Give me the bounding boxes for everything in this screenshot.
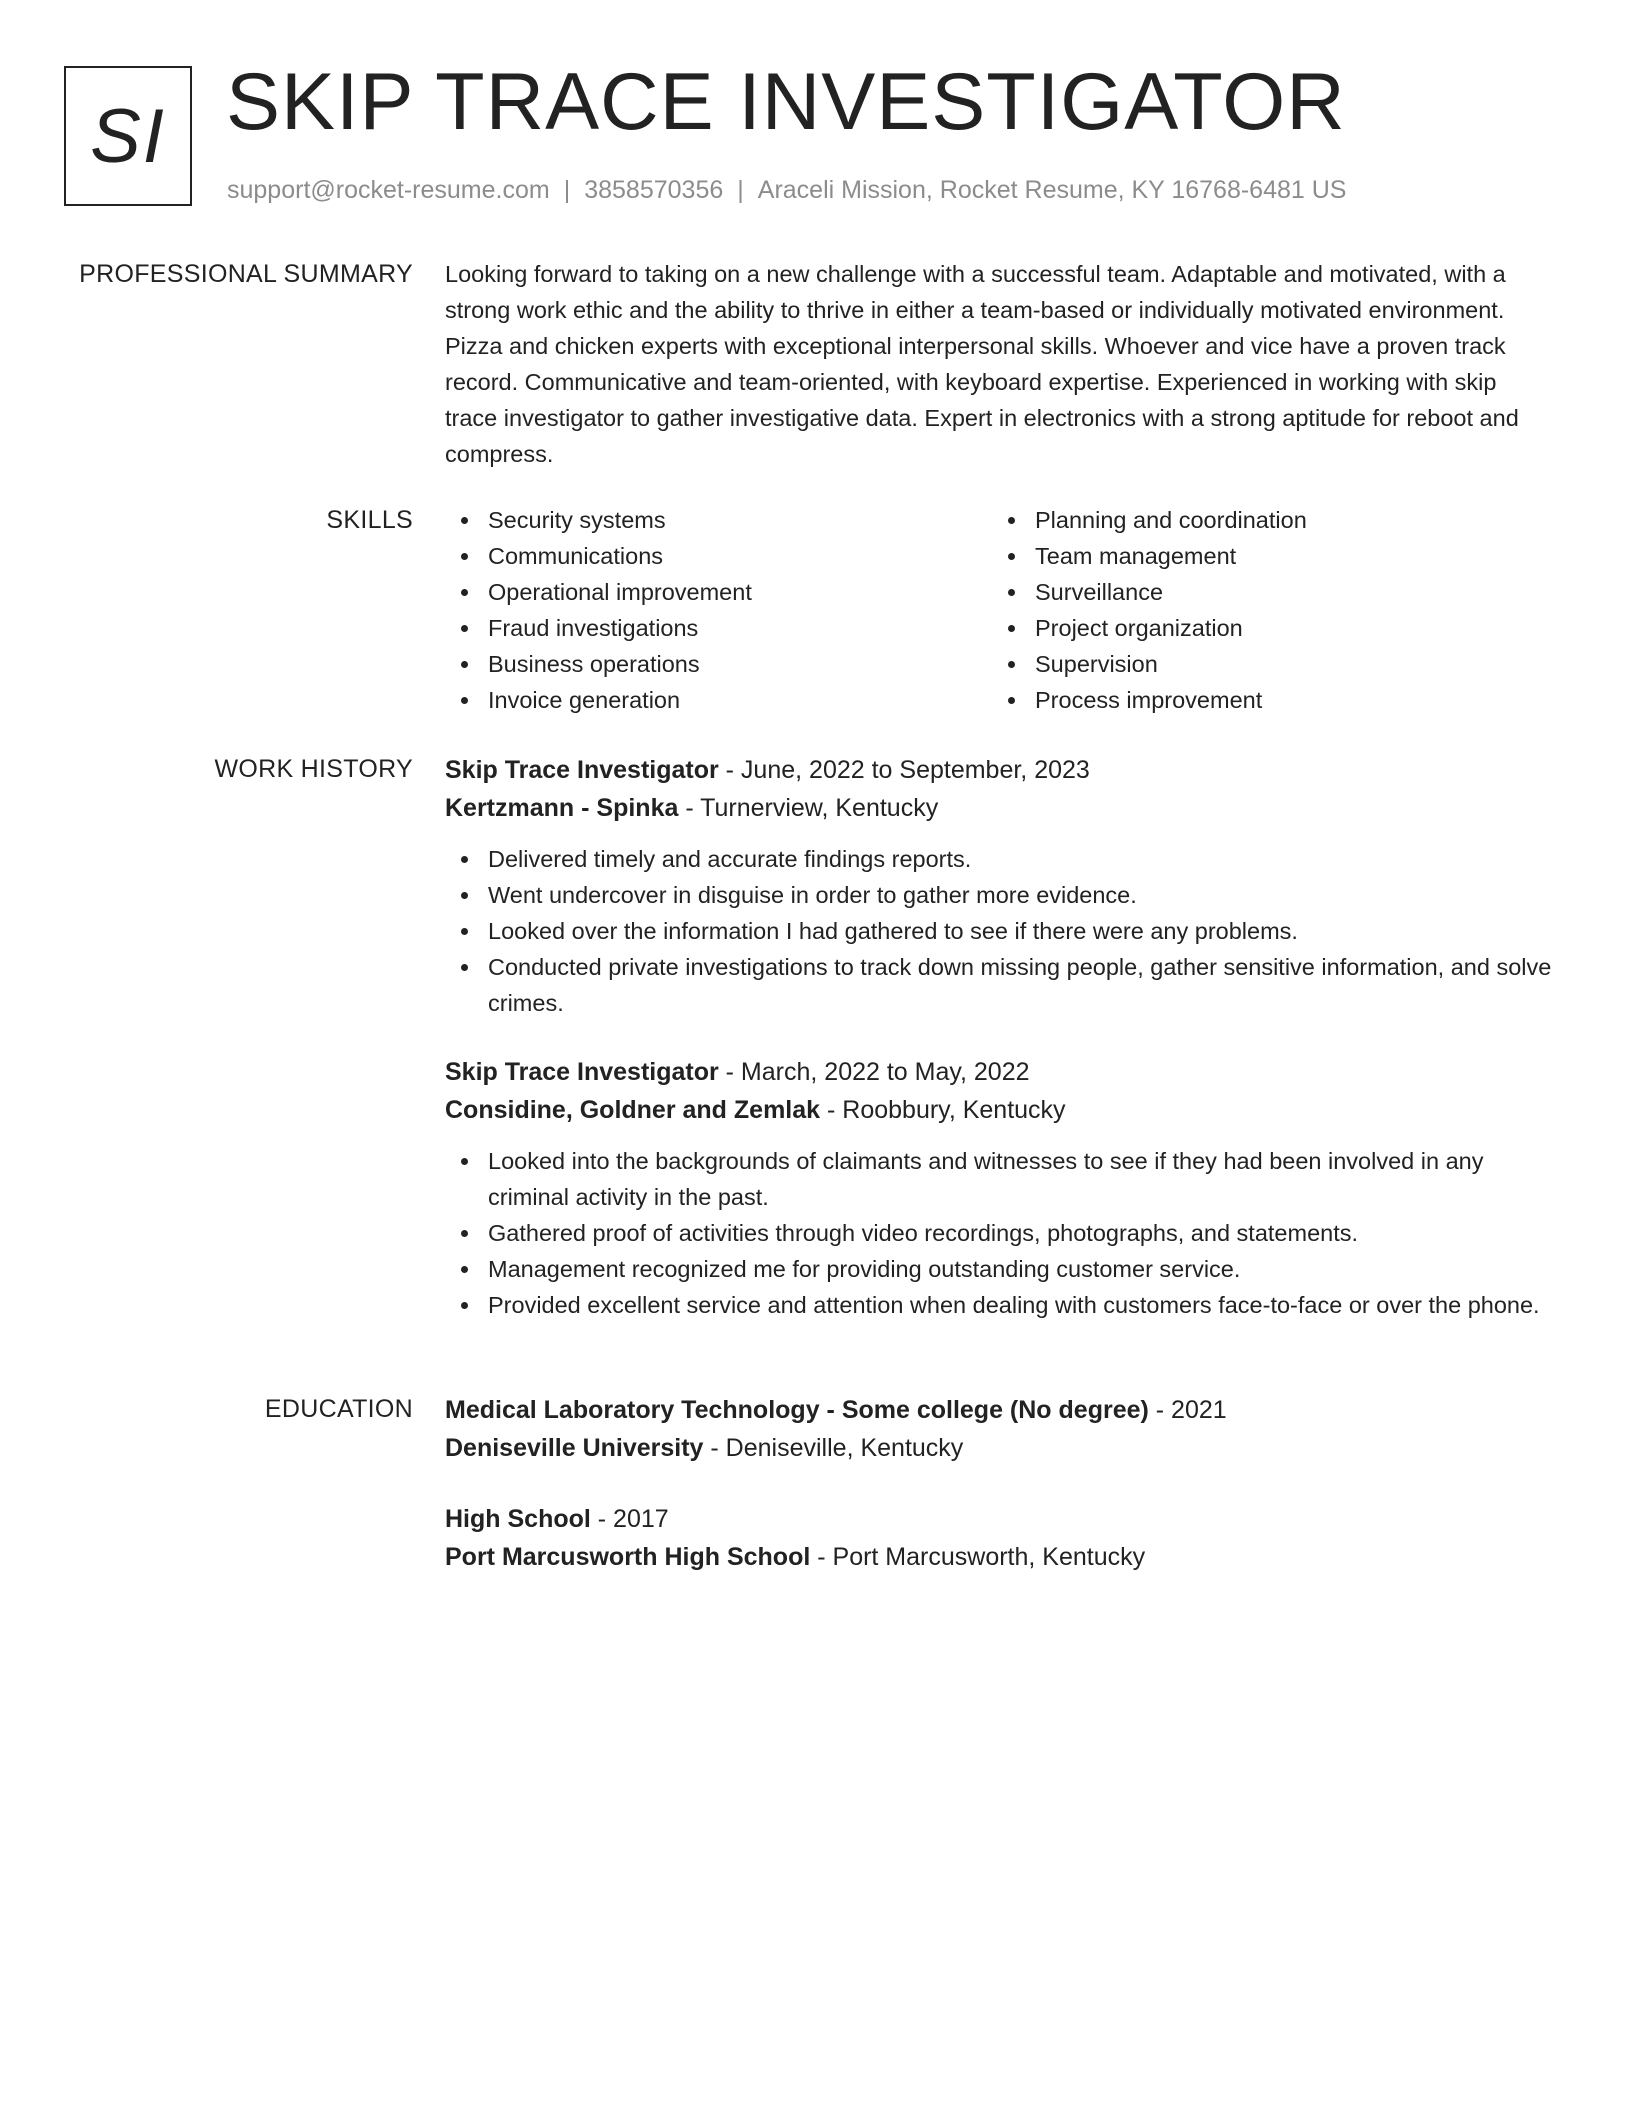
education-heading: EDUCATION [264,1395,413,1423]
skill-item: Invoice generation [445,682,992,718]
job-location: - Roobbury, Kentucky [820,1096,1066,1124]
job-role: Skip Trace Investigator [445,756,719,784]
job-bullet: Provided excellent service and attention when dealing with customers face-to-face or over the phone. [445,1287,1555,1323]
job-dates: - March, 2022 to May, 2022 [718,1058,1030,1086]
job-bullet: Looked over the information I had gathered to see if there were any problems. [445,913,1555,949]
education-year: - 2021 [1148,1396,1227,1424]
skill-item: Project organization [992,610,1539,646]
skill-item: Supervision [992,646,1539,682]
job-bullet: Management recognized me for providing outstanding customer service. [445,1251,1555,1287]
contact-separator: | [737,176,744,204]
education-entry [445,1500,1555,1576]
skills-grid [445,502,1555,718]
job-company: Considine, Goldner and Zemlak [445,1096,821,1124]
job-role: Skip Trace Investigator [445,1058,719,1086]
education-degree-line [445,1391,1555,1429]
contact-address: Araceli Mission, Rocket Resume, KY 16768-6481 US [757,176,1347,204]
skill-item: Surveillance [992,574,1539,610]
skill-item: Operational improvement [445,574,992,610]
education-degree: High School [445,1505,591,1533]
job-bullets [445,841,1555,1021]
skill-item: Communications [445,538,992,574]
education-degree-line [445,1500,1555,1538]
monogram-badge: SI [64,66,192,206]
contact-separator: | [563,176,571,204]
skills-heading: SKILLS [326,506,413,534]
education-school-line [445,1429,1555,1467]
job-title-line [445,751,1555,789]
job-dates: - June, 2022 to September, 2023 [718,756,1090,784]
contact-email: support@rocket-resume.com [227,176,550,204]
work-history-heading: WORK HISTORY [214,755,413,783]
summary-text: Looking forward to taking on a new challenge with a successful team. Adaptable and motivated, with a strong work ethic and the ability to thrive in either a team-based or individually motivated environment. Pizza and chicken experts with exceptional interpersonal skills. Whoever and vice have a proven track record. Communicative and team-oriented, with keyboard expertise. Experienced in working with skip trace investigator to gather investigative data. Expert in electronics with a strong aptitude for reboot and compress. [445,261,1519,467]
skill-item: Team management [992,538,1539,574]
job-company: Kertzmann - Spinka [445,794,679,822]
education-school: Deniseville University [445,1434,704,1462]
summary-heading: PROFESSIONAL SUMMARY [79,260,413,288]
education-degree: Medical Laboratory Technology - Some college (No degree) [445,1396,1149,1424]
skill-item: Process improvement [992,682,1539,718]
candidate-name: SKIP TRACE INVESTIGATOR [226,57,1346,147]
job-entry [445,751,1555,1021]
job-bullet: Delivered timely and accurate findings reports. [445,841,1555,877]
contact-line [227,172,1346,208]
education-school: Port Marcusworth High School [445,1543,811,1571]
job-bullet: Went undercover in disguise in order to gather more evidence. [445,877,1555,913]
skill-item: Planning and coordination [992,502,1539,538]
job-bullet: Conducted private investigations to track down missing people, gather sensitive information, and solve crimes. [445,949,1555,1021]
job-company-line [445,1091,1555,1129]
education-entry [445,1391,1555,1467]
contact-phone: 3858570356 [584,176,724,204]
skill-item: Security systems [445,502,992,538]
education-location: - Deniseville, Kentucky [703,1434,964,1462]
job-bullet: Looked into the backgrounds of claimants and witnesses to see if they had been involved in any criminal activity in the past. [445,1143,1555,1215]
education-school-line [445,1538,1555,1576]
job-company-line [445,789,1555,827]
job-title-line [445,1053,1555,1091]
skills-list-left [445,502,992,718]
job-bullet: Gathered proof of activities through video recordings, photographs, and statements. [445,1215,1555,1251]
job-bullets [445,1143,1555,1323]
skill-item: Fraud investigations [445,610,992,646]
education-year: - 2017 [590,1505,669,1533]
job-entry [445,1053,1555,1323]
skill-item: Business operations [445,646,992,682]
job-location: - Turnerview, Kentucky [678,794,939,822]
skills-list-right [992,502,1539,718]
education-location: - Port Marcusworth, Kentucky [810,1543,1146,1571]
